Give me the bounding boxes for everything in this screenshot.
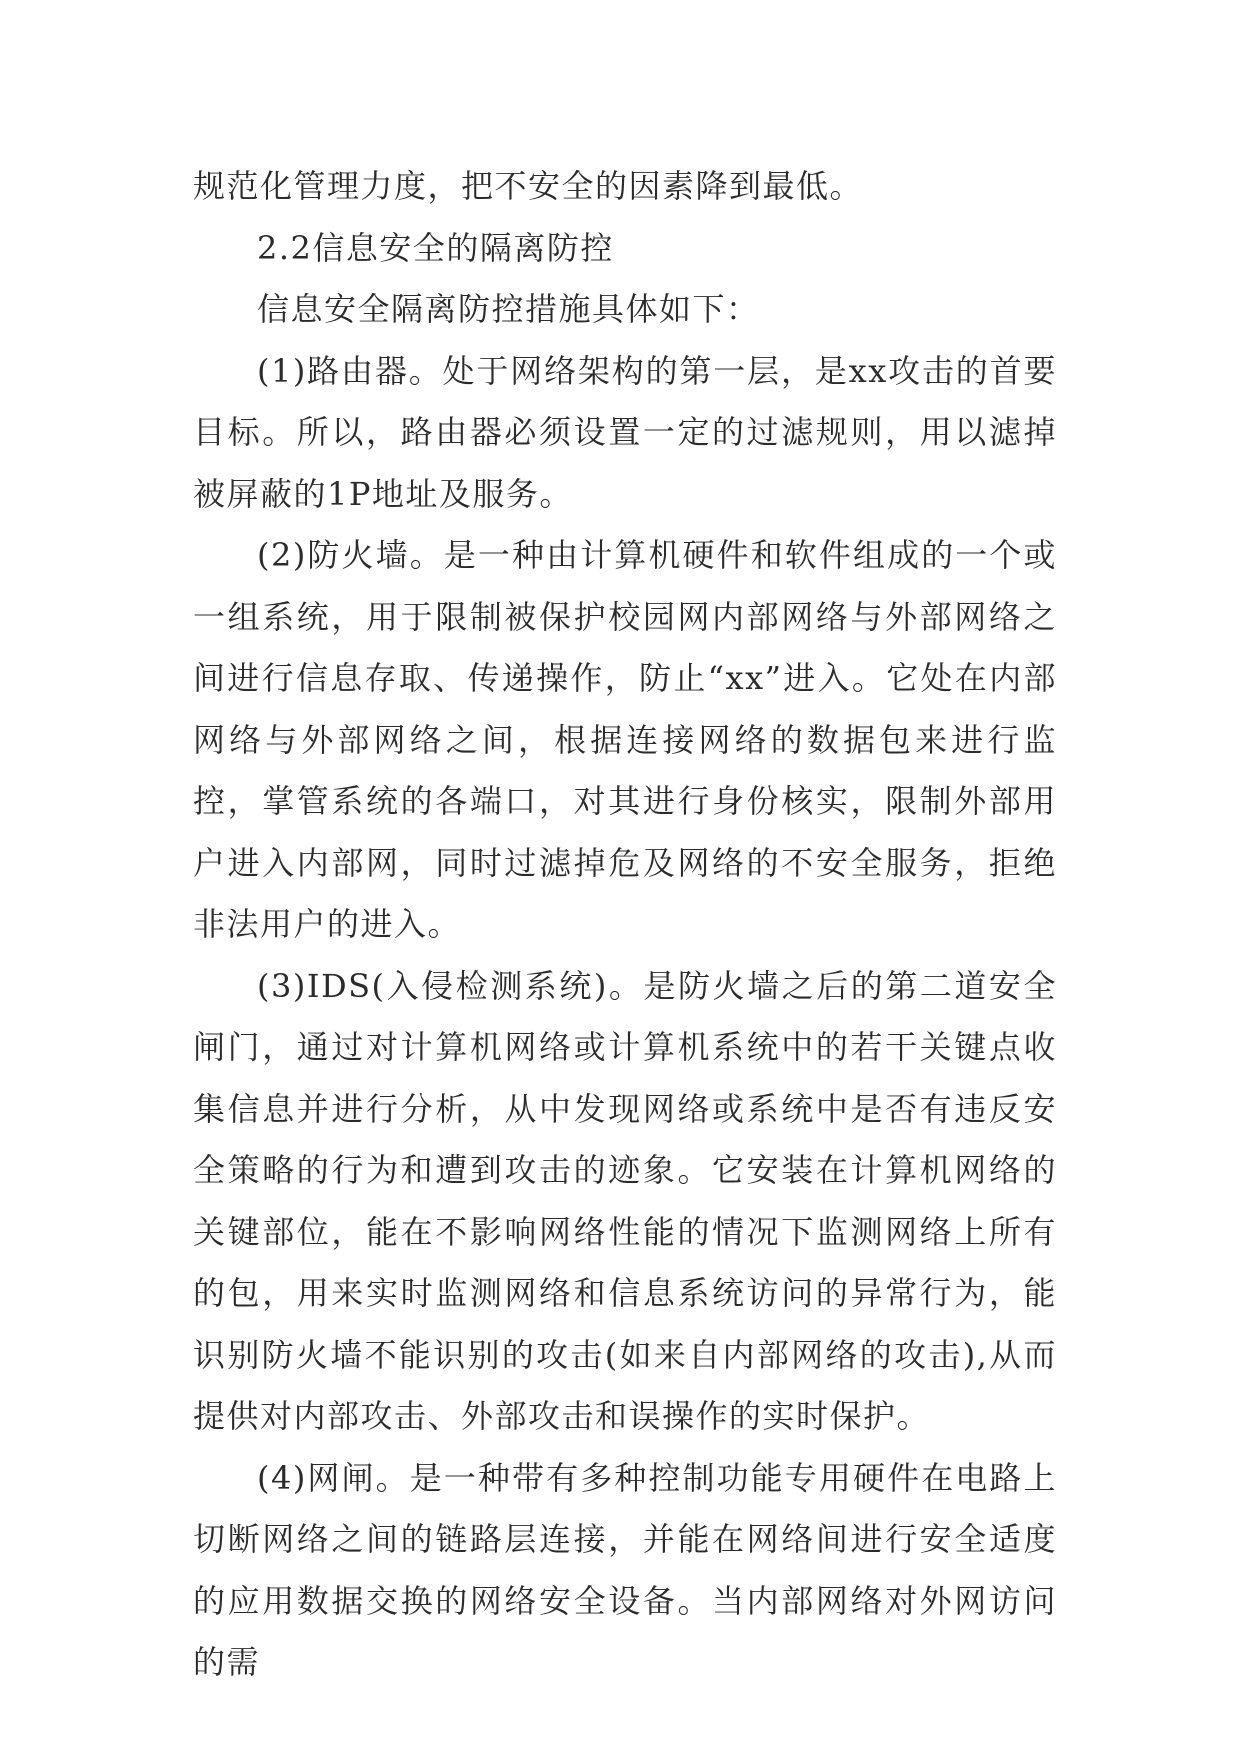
- paragraph-router: (1)路由器。处于网络架构的第一层，是xx攻击的首要目标。所以，路由器必须设置一定的过滤规则，用以滤掉被屏蔽的1P地址及服务。: [193, 351, 1057, 513]
- paragraph-firewall: (2)防火墙。是一种由计算机硬件和软件组成的一个或一组系统，用于限制被保护校园网内部网络与外部网络之间进行信息存取、传递操作，防止“xx”进入。它处在内部网络与外部网络之间，根据连接网络的数据包来进行监控，掌管系统的各端口，对其进行身份核实，限制外部用户进入内部网，同时过滤掉危及网络的不安全服务，拒绝非法用户的进入。: [193, 536, 1057, 943]
- paragraph-continuation: 规范化管理力度，把不安全的因素降到最低。: [193, 167, 864, 205]
- section-intro: 信息安全隔离防控措施具体如下：: [257, 290, 760, 328]
- document-body: [193, 156, 1057, 1694]
- paragraph-gatekeeper: (4)网闸。是一种带有多种控制功能专用硬件在电路上切断网络之间的链路层连接，并能在网络间进行安全适度的应用数据交换的网络安全设备。当内部网络对外网访问的需: [193, 1458, 1057, 1681]
- paragraph-ids: (3)IDS(入侵检测系统)。是防火墙之后的第二道安全闸门，通过对计算机网络或计算机系统中的若干关键点收集信息并进行分析，从中发现网络或系统中是否有违反安全策略的行为和遭到攻击的迹象。它安装在计算机网络的关键部位，能在不影响网络性能的情况下监测网络上所有的包，用来实时监测网络和信息系统访问的异常行为，能识别防火墙不能识别的攻击(如来自内部网络的攻击),从而提供对内部攻击、外部攻击和误操作的实时保护。: [193, 966, 1057, 1435]
- section-heading: 2.2信息安全的隔离防控: [257, 228, 614, 267]
